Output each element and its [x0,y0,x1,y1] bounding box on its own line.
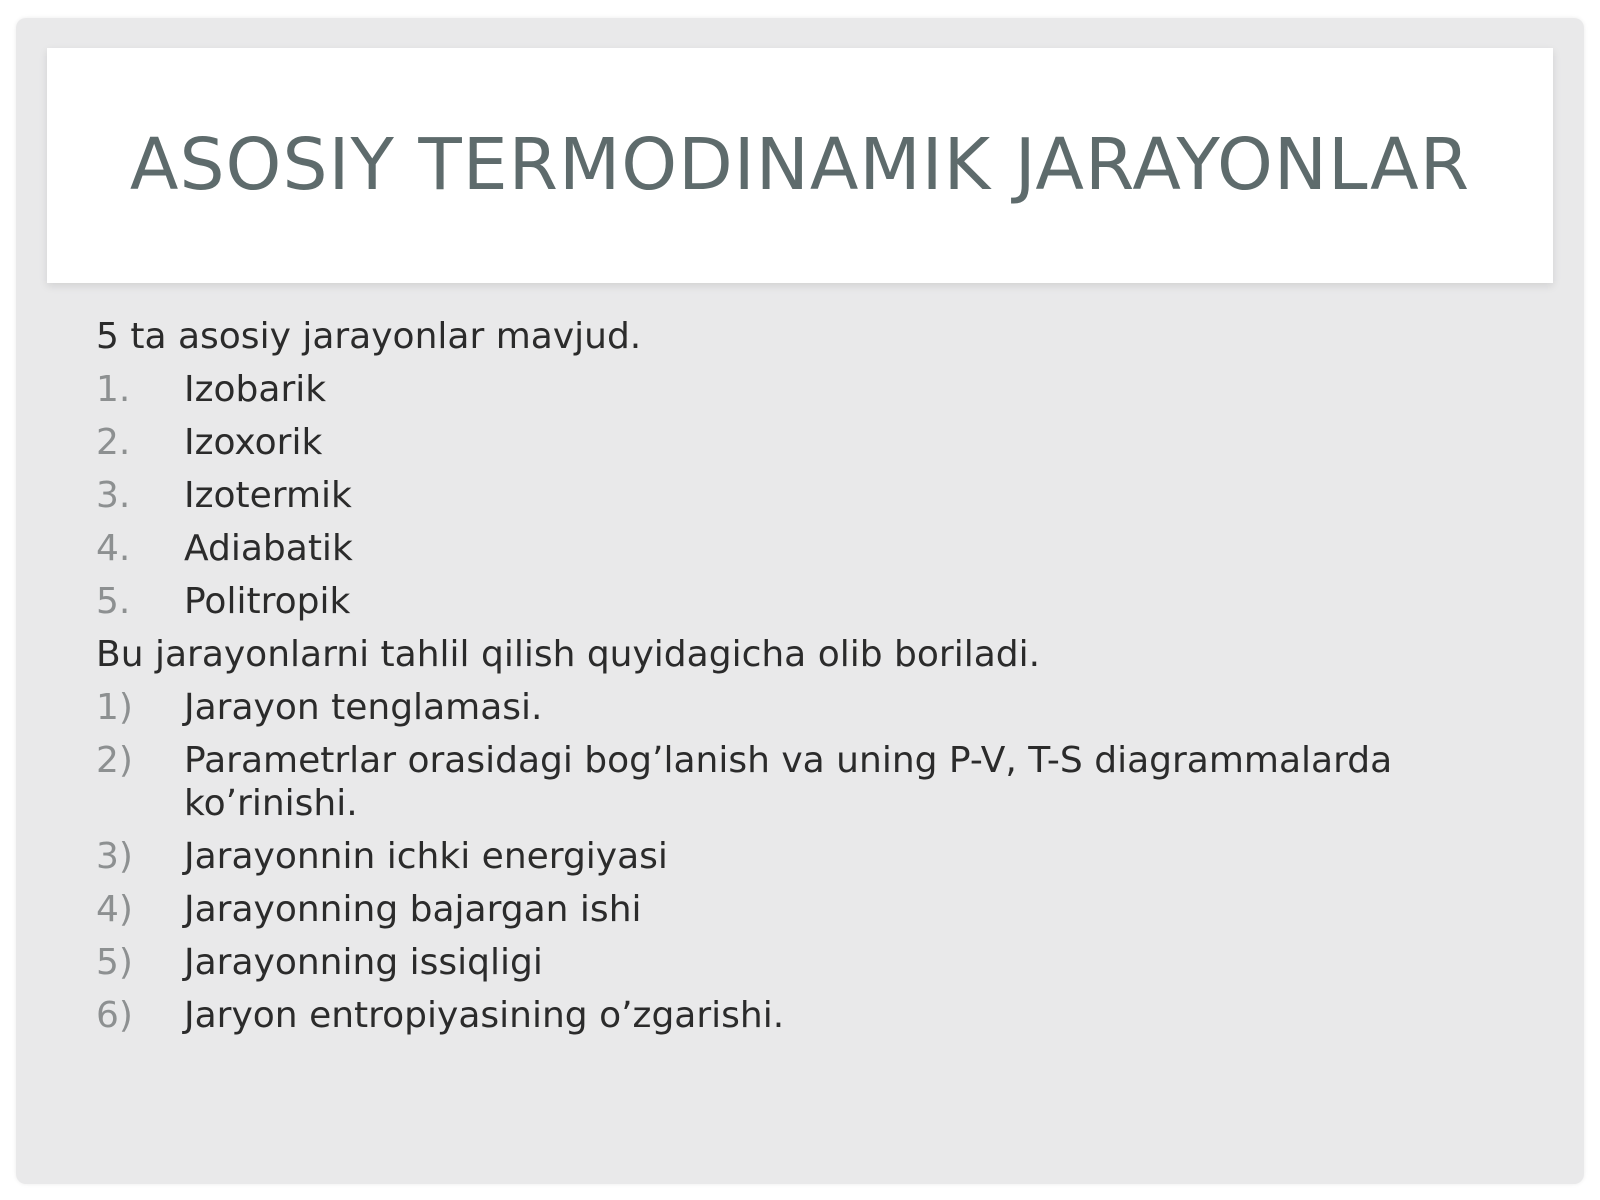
list-item [96,830,1496,883]
list-number: 4) [96,889,133,930]
slide-content [96,310,1496,1042]
list-item [96,681,1496,734]
list-number: 2. [96,422,131,463]
list-number: 4. [96,528,131,569]
process-name: Politropik [184,581,351,622]
analysis-step: Jaryon entropiyasining o’zgarishi. [184,995,785,1036]
analysis-step: Jarayonning issiqligi [184,942,543,983]
list-item [96,734,1496,830]
analysis-step: Jarayonning bajargan ishi [184,889,642,930]
process-name: Izobarik [184,369,327,410]
process-name: Izotermik [184,475,352,516]
list-number: 3. [96,475,131,516]
list-item [96,522,1496,575]
list-item [96,936,1496,989]
analysis-step: Jarayon tenglamasi. [184,687,543,728]
title-box [47,48,1553,283]
list-number: 2) [96,740,133,781]
process-list [96,363,1496,628]
list-item [96,575,1496,628]
slide [16,18,1584,1184]
list-item [96,363,1496,416]
list-item [96,989,1496,1042]
slide-title: ASOSIY TERMODINAMIK JARAYONLAR [129,123,1471,206]
list-item [96,469,1496,522]
analysis-intro-text: Bu jarayonlarni tahlil qilish quyidagicha olib boriladi. [96,634,1041,675]
list-number: 1. [96,369,131,410]
analysis-step: Parametrlar orasidagi bog’lanish va uning P-V, T-S diagrammalarda ko’rinishi. [184,740,1393,824]
list-number: 3) [96,836,133,877]
list-item [96,883,1496,936]
process-name: Izoxorik [184,422,323,463]
list-number: 1) [96,687,133,728]
process-name: Adiabatik [184,528,353,569]
list-number: 6) [96,995,133,1036]
list-number: 5) [96,942,133,983]
list-number: 5. [96,581,131,622]
list-item [96,416,1496,469]
intro-text: 5 ta asosiy jarayonlar mavjud. [96,316,642,357]
analysis-step: Jarayonnin ichki energiyasi [184,836,668,877]
analysis-list [96,681,1496,1042]
